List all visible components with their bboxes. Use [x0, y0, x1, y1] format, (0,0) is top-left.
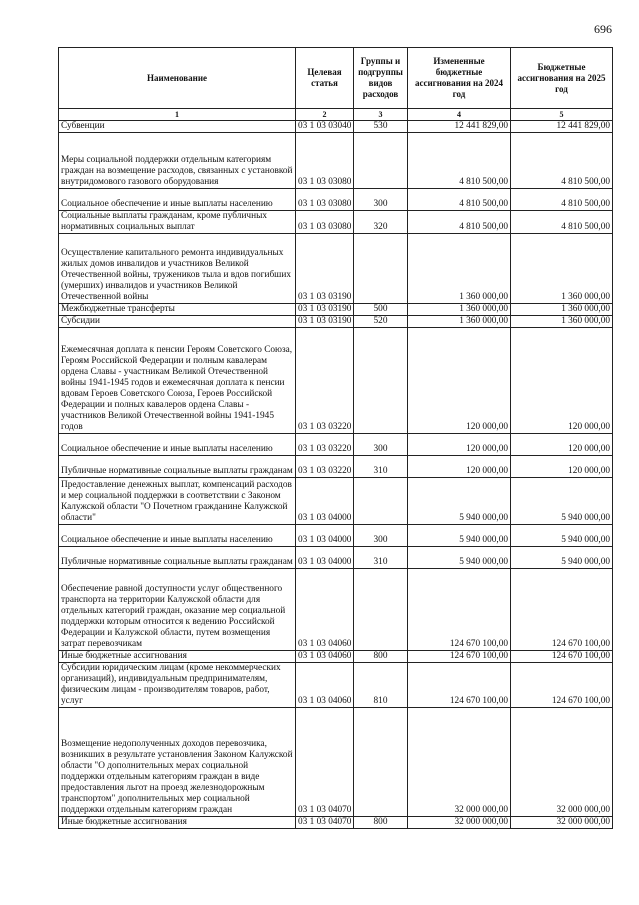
table-row — [59, 316, 613, 328]
row-amount-2024: 12 441 829,00 — [408, 121, 511, 133]
row-group-code — [354, 708, 408, 817]
row-target-code: 03 1 03 04000 — [296, 547, 354, 569]
header-name: Наименование — [59, 48, 296, 109]
row-target-code: 03 1 03 04000 — [296, 525, 354, 547]
table-row — [59, 121, 613, 133]
row-group-code: 320 — [354, 211, 408, 234]
table-row — [59, 234, 613, 304]
row-target-code: 03 1 03 03190 — [296, 304, 354, 316]
row-name: Межбюджетные трансферты — [59, 304, 296, 316]
row-amount-2024: 32 000 000,00 — [408, 708, 511, 817]
row-group-code: 300 — [354, 189, 408, 211]
row-amount-2025: 120 000,00 — [511, 328, 613, 434]
table-row — [59, 708, 613, 817]
table-row — [59, 211, 613, 234]
row-amount-2024: 120 000,00 — [408, 456, 511, 478]
row-target-code: 03 1 03 03220 — [296, 328, 354, 434]
row-group-code — [354, 328, 408, 434]
table-row — [59, 133, 613, 189]
row-target-code: 03 1 03 04070 — [296, 708, 354, 817]
row-name: Возмещение недополученных доходов перевозчика, возникших в результате установления Законом Калужской области "О дополнительных мерах социальной поддержки отдельным категориям граждан в виде предоставления льгот на проезд железнодорожным транспортом" дополнительных мер социальной поддержки отдельным категориям граждан — [59, 708, 296, 817]
table-row — [59, 189, 613, 211]
row-amount-2024: 120 000,00 — [408, 434, 511, 456]
budget-table — [58, 47, 613, 829]
row-amount-2025: 124 670 100,00 — [511, 663, 613, 708]
table-row — [59, 434, 613, 456]
row-target-code: 03 1 03 03080 — [296, 211, 354, 234]
header-group: Группы и подгруппы видов расходов — [354, 48, 408, 109]
row-target-code: 03 1 03 03080 — [296, 133, 354, 189]
row-group-code: 300 — [354, 525, 408, 547]
row-name: Осуществление капитального ремонта индивидуальных жилых домов инвалидов и участников Великой Отечественной войны, тружеников тыла и вдов погибших (умерших) инвалидов и участников Великой Отечественной войны — [59, 234, 296, 304]
row-name: Социальное обеспечение и иные выплаты населению — [59, 189, 296, 211]
row-group-code: 810 — [354, 663, 408, 708]
row-group-code: 300 — [354, 434, 408, 456]
table-row — [59, 478, 613, 525]
table-body — [59, 121, 613, 829]
row-name: Социальное обеспечение и иные выплаты населению — [59, 525, 296, 547]
row-name: Ежемесячная доплата к пенсии Героям Советского Союза, Героям Российской Федерации и полным кавалерам ордена Славы - участникам Великой Отечественной войны 1941-1945 годов и ежемесячная доплата к пенсии вдовам Героев Советского Союза, Героев Российской Федерации и полных кавалеров ордена Славы - участников Великой Отечественной войны 1941-1945 годов — [59, 328, 296, 434]
row-amount-2024: 1 360 000,00 — [408, 304, 511, 316]
row-amount-2025: 120 000,00 — [511, 456, 613, 478]
table-row — [59, 663, 613, 708]
row-name: Социальные выплаты гражданам, кроме публичных нормативных социальных выплат — [59, 211, 296, 234]
row-amount-2024: 4 810 500,00 — [408, 189, 511, 211]
row-name: Иные бюджетные ассигнования — [59, 651, 296, 663]
column-number: 5 — [511, 109, 613, 121]
row-amount-2024: 120 000,00 — [408, 328, 511, 434]
row-amount-2024: 124 670 100,00 — [408, 663, 511, 708]
row-amount-2025: 1 360 000,00 — [511, 234, 613, 304]
row-group-code: 310 — [354, 456, 408, 478]
header-2024: Измененные бюджетные ассигнования на 2024 год — [408, 48, 511, 109]
row-amount-2025: 120 000,00 — [511, 434, 613, 456]
table-header — [59, 48, 613, 109]
row-amount-2025: 4 810 500,00 — [511, 189, 613, 211]
row-amount-2025: 32 000 000,00 — [511, 708, 613, 817]
row-target-code: 03 1 03 03190 — [296, 316, 354, 328]
row-amount-2025: 5 940 000,00 — [511, 525, 613, 547]
row-amount-2025: 1 360 000,00 — [511, 304, 613, 316]
table-row — [59, 304, 613, 316]
column-number: 3 — [354, 109, 408, 121]
table-row — [59, 817, 613, 829]
row-amount-2024: 32 000 000,00 — [408, 817, 511, 829]
row-amount-2024: 1 360 000,00 — [408, 316, 511, 328]
row-amount-2025: 32 000 000,00 — [511, 817, 613, 829]
row-amount-2025: 5 940 000,00 — [511, 478, 613, 525]
column-number: 1 — [59, 109, 296, 121]
row-amount-2024: 5 940 000,00 — [408, 478, 511, 525]
table-row — [59, 456, 613, 478]
row-amount-2024: 4 810 500,00 — [408, 133, 511, 189]
row-amount-2024: 5 940 000,00 — [408, 525, 511, 547]
row-amount-2025: 12 441 829,00 — [511, 121, 613, 133]
row-amount-2025: 1 360 000,00 — [511, 316, 613, 328]
row-name: Иные бюджетные ассигнования — [59, 817, 296, 829]
row-name: Субвенции — [59, 121, 296, 133]
row-target-code: 03 1 03 03190 — [296, 234, 354, 304]
row-target-code: 03 1 03 04060 — [296, 663, 354, 708]
table-row — [59, 328, 613, 434]
row-amount-2025: 4 810 500,00 — [511, 133, 613, 189]
row-amount-2024: 1 360 000,00 — [408, 234, 511, 304]
row-group-code — [354, 478, 408, 525]
row-group-code: 800 — [354, 651, 408, 663]
header-2025: Бюджетные ассигнования на 2025 год — [511, 48, 613, 109]
row-amount-2024: 4 810 500,00 — [408, 211, 511, 234]
row-name: Субсидии юридическим лицам (кроме некоммерческих организаций), индивидуальным предпринимателям, физическим лицам - производителям товаров, работ, услуг — [59, 663, 296, 708]
row-target-code: 03 1 03 03220 — [296, 434, 354, 456]
row-group-code: 500 — [354, 304, 408, 316]
row-amount-2025: 124 670 100,00 — [511, 651, 613, 663]
header-target: Целевая статья — [296, 48, 354, 109]
column-numbers-row — [59, 109, 613, 121]
column-number: 4 — [408, 109, 511, 121]
row-target-code: 03 1 03 04070 — [296, 817, 354, 829]
row-target-code: 03 1 03 04000 — [296, 478, 354, 525]
row-group-code — [354, 234, 408, 304]
table-row — [59, 525, 613, 547]
row-target-code: 03 1 03 03080 — [296, 189, 354, 211]
row-target-code: 03 1 03 03220 — [296, 456, 354, 478]
row-amount-2025: 5 940 000,00 — [511, 547, 613, 569]
row-group-code: 530 — [354, 121, 408, 133]
page-number: 696 — [594, 22, 612, 36]
row-name: Публичные нормативные социальные выплаты гражданам — [59, 456, 296, 478]
row-amount-2025: 4 810 500,00 — [511, 211, 613, 234]
table-row — [59, 547, 613, 569]
row-name: Обеспечение равной доступности услуг общественного транспорта на территории Калужской области для отдельных категорий граждан, оказание мер социальной поддержки которым относится к ведению Российской Федерации и Калужской области, путем возмещения затрат перевозчикам — [59, 569, 296, 651]
row-target-code: 03 1 03 03040 — [296, 121, 354, 133]
row-name: Социальное обеспечение и иные выплаты населению — [59, 434, 296, 456]
row-target-code: 03 1 03 04060 — [296, 651, 354, 663]
row-group-code: 310 — [354, 547, 408, 569]
column-number: 2 — [296, 109, 354, 121]
row-group-code — [354, 133, 408, 189]
row-name: Предоставление денежных выплат, компенсаций расходов и мер социальной поддержки в соответствии с Законом Калужской области "О Почетном гражданине Калужской области" — [59, 478, 296, 525]
table-row — [59, 651, 613, 663]
row-amount-2025: 124 670 100,00 — [511, 569, 613, 651]
row-amount-2024: 5 940 000,00 — [408, 547, 511, 569]
row-group-code: 800 — [354, 817, 408, 829]
row-group-code — [354, 569, 408, 651]
table-row — [59, 569, 613, 651]
row-amount-2024: 124 670 100,00 — [408, 651, 511, 663]
row-name: Публичные нормативные социальные выплаты гражданам — [59, 547, 296, 569]
row-target-code: 03 1 03 04060 — [296, 569, 354, 651]
row-name: Субсидии — [59, 316, 296, 328]
row-amount-2024: 124 670 100,00 — [408, 569, 511, 651]
row-group-code: 520 — [354, 316, 408, 328]
row-name: Меры социальной поддержки отдельным категориям граждан на возмещение расходов, связанных с установкой внутридомового газового оборудования — [59, 133, 296, 189]
